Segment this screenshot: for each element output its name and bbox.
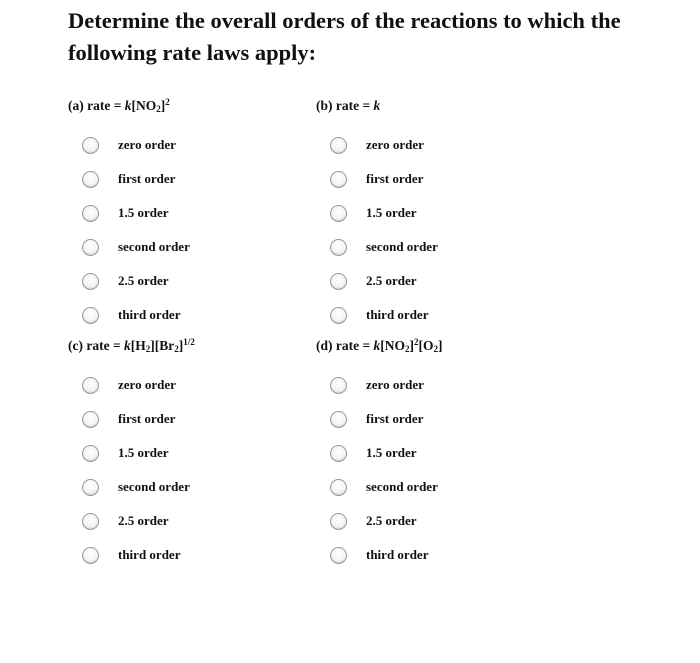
question-b-label [316, 94, 616, 118]
radio-button[interactable] [82, 513, 99, 530]
law-term: [H [130, 338, 146, 353]
rate-prefix: (c) rate = [68, 338, 125, 353]
radio-button[interactable] [82, 171, 99, 188]
subscript: 2 [145, 344, 151, 354]
radio-button[interactable] [330, 479, 347, 496]
rate-constant: k [124, 98, 132, 113]
radio-button[interactable] [82, 137, 99, 154]
option-b-1-5-order[interactable] [316, 196, 616, 230]
option-label: third order [366, 547, 429, 562]
option-label: 2.5 order [366, 513, 417, 528]
subscript: 2 [156, 104, 161, 114]
law-term: [NO [131, 98, 157, 113]
rate-prefix: (b) rate = [316, 98, 374, 113]
law-term: [O [418, 338, 434, 353]
radio-button[interactable] [330, 547, 347, 564]
law-term: ] [409, 338, 415, 353]
rate-constant: k [124, 338, 131, 353]
radio-button[interactable] [82, 445, 99, 462]
option-label: first order [366, 171, 424, 186]
option-label: 1.5 order [118, 205, 169, 220]
option-label: third order [118, 307, 181, 322]
option-label: third order [118, 547, 181, 562]
law-term: ][Br [150, 338, 175, 353]
radio-button[interactable] [330, 377, 347, 394]
option-label: second order [366, 479, 438, 494]
law-term: ] [178, 338, 184, 353]
radio-button[interactable] [330, 205, 347, 222]
law-term: ] [160, 98, 166, 113]
option-b-zero-order[interactable] [316, 128, 616, 162]
rate-constant: k [373, 338, 381, 353]
law-term: ] [438, 338, 443, 353]
radio-button[interactable] [82, 479, 99, 496]
question-d [316, 334, 616, 572]
option-b-second-order[interactable] [316, 230, 616, 264]
option-label: zero order [118, 137, 176, 152]
option-label: zero order [366, 137, 424, 152]
page-title: Determine the overall orders of the reactions to which the following rate laws apply: [68, 8, 621, 65]
exponent: 1/2 [183, 337, 195, 347]
rate-constant: k [373, 98, 381, 113]
option-label: 1.5 order [366, 445, 417, 460]
option-label: second order [366, 239, 438, 254]
radio-button[interactable] [82, 411, 99, 428]
radio-button[interactable] [82, 377, 99, 394]
radio-button[interactable] [82, 547, 99, 564]
option-d-1-5-order[interactable] [316, 436, 616, 470]
question-d-label [316, 334, 616, 358]
law-term: [NO [380, 338, 406, 353]
question-d-options [316, 368, 616, 572]
option-label: 2.5 order [366, 273, 417, 288]
option-label: 1.5 order [366, 205, 417, 220]
option-label: 2.5 order [118, 273, 169, 288]
radio-button[interactable] [82, 273, 99, 290]
option-label: third order [366, 307, 429, 322]
option-d-2-5-order[interactable] [316, 504, 616, 538]
option-d-second-order[interactable] [316, 470, 616, 504]
exponent: 2 [165, 97, 170, 107]
radio-button[interactable] [82, 205, 99, 222]
question-b-options [316, 128, 616, 332]
radio-button[interactable] [82, 239, 99, 256]
option-b-third-order[interactable] [316, 298, 616, 332]
option-label: 2.5 order [118, 513, 169, 528]
option-label: zero order [366, 377, 424, 392]
option-label: second order [118, 239, 190, 254]
radio-button[interactable] [82, 307, 99, 324]
radio-button[interactable] [330, 171, 347, 188]
radio-button[interactable] [330, 273, 347, 290]
rate-prefix: (a) rate = [68, 98, 125, 113]
option-label: 1.5 order [118, 445, 169, 460]
subscript: 2 [433, 344, 439, 354]
radio-button[interactable] [330, 445, 347, 462]
subscript: 2 [174, 344, 179, 354]
radio-button[interactable] [330, 137, 347, 154]
exponent: 2 [414, 337, 419, 347]
radio-button[interactable] [330, 307, 347, 324]
option-label: zero order [118, 377, 176, 392]
rate-prefix: (d) rate = [316, 338, 374, 353]
option-label: second order [118, 479, 190, 494]
radio-button[interactable] [330, 239, 347, 256]
option-d-zero-order[interactable] [316, 368, 616, 402]
question-b [316, 94, 616, 332]
option-label: first order [118, 171, 176, 186]
subscript: 2 [405, 344, 410, 354]
option-d-first-order[interactable] [316, 402, 616, 436]
radio-button[interactable] [330, 513, 347, 530]
option-b-first-order[interactable] [316, 162, 616, 196]
option-d-third-order[interactable] [316, 538, 616, 572]
option-label: first order [118, 411, 176, 426]
option-b-2-5-order[interactable] [316, 264, 616, 298]
radio-button[interactable] [330, 411, 347, 428]
option-label: first order [366, 411, 424, 426]
